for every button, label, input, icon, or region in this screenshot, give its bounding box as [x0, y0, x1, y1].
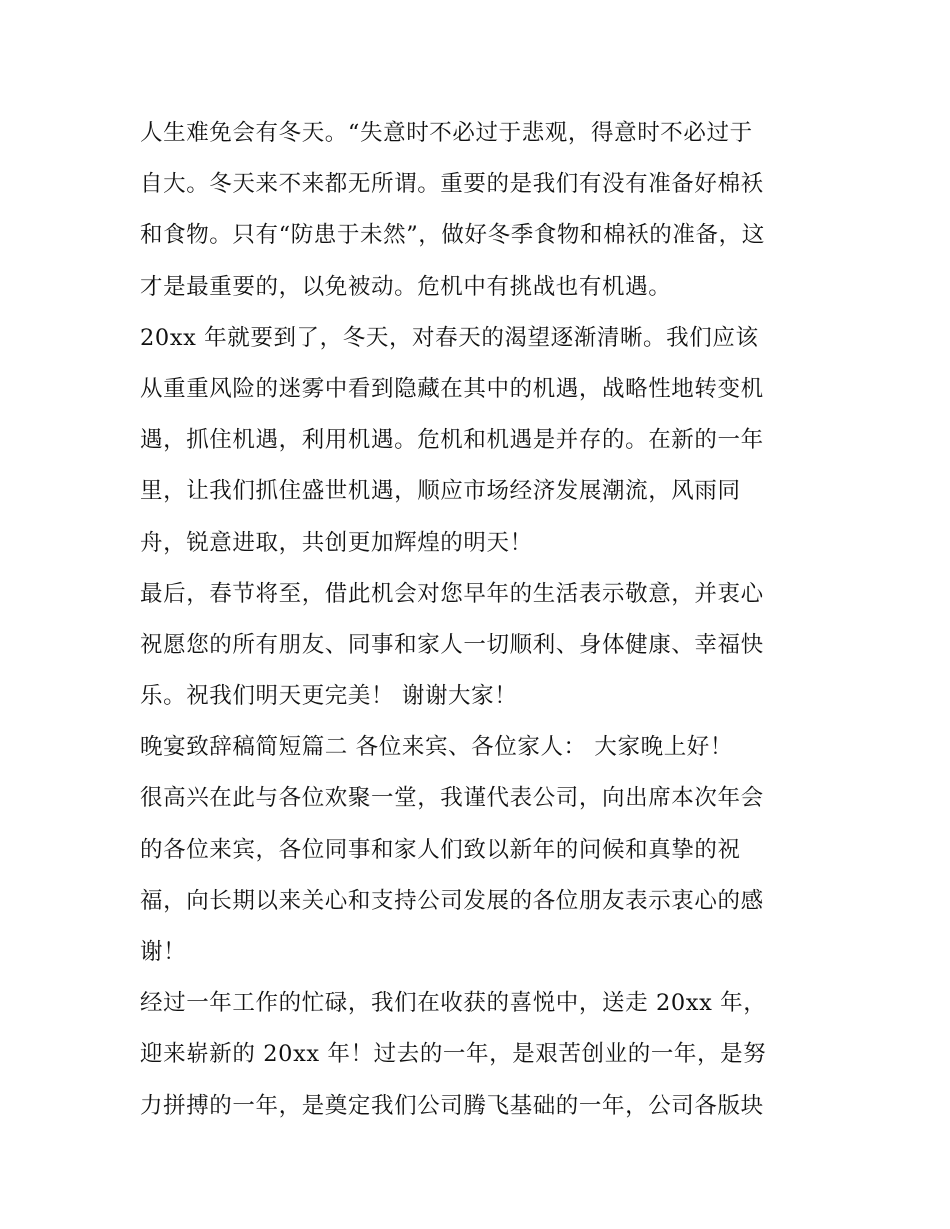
text-line: 里，让我们抓住盛世机遇，顺应市场经济发展潮流，风雨同	[140, 478, 741, 505]
text-line: 迎来崭新的 20xx 年！过去的一年，是艰苦创业的一年，是努	[140, 1041, 767, 1068]
text-line: 人生难免会有冬天。“失意时不必过于悲观，得意时不必过于	[140, 120, 753, 146]
text-line: 20xx 年就要到了，冬天，对春天的渴望逐渐清晰。我们应该	[140, 324, 759, 351]
text-line: 舟，锐意进取，共创更加辉煌的明天！	[140, 529, 533, 556]
text-line: 的各位来宾，各位同事和家人们致以新年的问候和真挚的祝	[140, 836, 741, 863]
text-line: 自大。冬天来不来都无所谓。重要的是我们有没有准备好棉袄	[140, 171, 764, 198]
text-line: 才是最重要的，以免被动。危机中有挑战也有机遇。	[140, 273, 672, 300]
section-heading-line: 晚宴致辞稿简短篇二 各位来宾、各位家人： 大家晚上好！	[140, 734, 734, 761]
text-line: 最后，春节将至，借此机会对您早年的生活表示敬意，并衷心	[140, 580, 764, 607]
text-line: 遇，抓住机遇，利用机遇。危机和机遇是并存的。在新的一年	[140, 427, 764, 454]
text-line: 和食物。只有“防患于未然”，做好冬季食物和棉袄的准备，这	[140, 222, 765, 249]
text-line: 经过一年工作的忙碌，我们在收获的喜悦中，送走 20xx 年，	[140, 990, 767, 1017]
text-line: 祝愿您的所有朋友、同事和家人一切顺利、身体健康、幸福快	[140, 631, 764, 658]
text-line: 很高兴在此与各位欢聚一堂，我谨代表公司，向出席本次年会	[140, 785, 764, 812]
text-line: 力拼搏的一年，是奠定我们公司腾飞基础的一年，公司各版块	[140, 1092, 764, 1119]
text-line: 福，向长期以来关心和支持公司发展的各位朋友表示衷心的感	[140, 887, 764, 914]
text-line: 谢！	[140, 939, 187, 965]
text-line: 从重重风险的迷雾中看到隐藏在其中的机遇，战略性地转变机	[140, 375, 764, 402]
document-page	[140, 108, 820, 1132]
text-line: 乐。祝我们明天更完美！ 谢谢大家！	[140, 683, 518, 710]
